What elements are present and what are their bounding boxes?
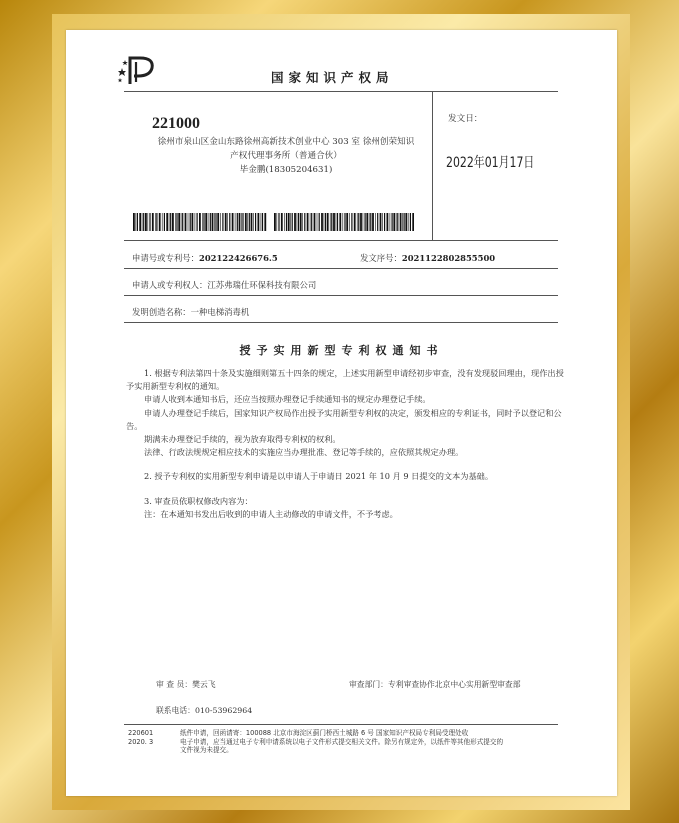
rule xyxy=(124,268,558,269)
mailing-note-line-2: 电子申请，应当通过电子专利申请系统以电子文件形式提交相关文件。除另有规定外，以纸件等其他形式提交的 xyxy=(180,737,504,746)
paragraph-5: 法律、行政法规规定相应技术的实施应当办理批准、登记等手续的，应依照其规定办理。 xyxy=(144,447,464,458)
addressee-name: 毕金鹏(18305204631) xyxy=(239,165,333,175)
mailing-note-line-3: 文件视为未提交。 xyxy=(180,746,233,755)
paragraph-6: 2. 授予专利权的实用新型专利申请是以申请人于申请日 2021 年 10 月 9 日提交的文本为基础。 xyxy=(144,471,494,482)
form-version: 2020. 3 xyxy=(128,738,154,746)
barcode-right xyxy=(274,213,414,231)
application-number-label: 申请号或专利号： xyxy=(132,253,199,263)
examination-department: 审查部门：专利审查协作北京中心实用新型审查部 xyxy=(349,680,521,689)
invention-title-label: 发明创造名称： xyxy=(132,307,191,317)
invention-title-value: 一种电梯消毒机 xyxy=(190,307,250,317)
paragraph-7: 3. 审查员依职权修改内容为： xyxy=(144,495,253,506)
address-line-2: 产权代理事务所（普通合伙） xyxy=(230,151,342,161)
send-date-value: 2022年01月17日 xyxy=(446,155,535,171)
footer-rule xyxy=(124,724,558,725)
header-rule xyxy=(124,91,558,92)
notice-body xyxy=(126,367,564,521)
applicant-value: 江苏弗瑞仕环保科技有限公司 xyxy=(207,280,317,290)
document-serial-value: 2021122802855500 xyxy=(401,253,496,263)
paragraph-1: 1. 根据专利法第四十条及实施细则第五十四条的规定，上述实用新型申请经初步审查，没有发现驳回理由，现作出授予实用新型专利权的通知。 xyxy=(126,368,564,392)
paragraph-3: 申请人办理登记手续后，国家知识产权局作出授予实用新型专利权的决定，颁发相应的专利证书，同时予以登记和公告。 xyxy=(126,407,562,431)
send-date-label: 发文日： xyxy=(448,114,483,124)
paragraph-8: 注：在本通知书发出后收到的申请人主动修改的申请文件，不予考虑。 xyxy=(144,508,398,519)
barcode-left xyxy=(133,213,267,231)
application-number xyxy=(132,252,278,264)
rule xyxy=(124,322,558,323)
contact-phone: 联系电话：010-53962964 xyxy=(156,706,253,715)
address-line-1: 徐州市泉山区金山东路徐州高新技术创业中心 303 室 徐州创荣知识 xyxy=(157,137,415,147)
paragraph-4: 期满未办理登记手续的，视为放弃取得专利权的权利。 xyxy=(144,434,341,445)
document-serial xyxy=(360,252,495,264)
examiner: 审 查 员：樊云飞 xyxy=(156,680,216,689)
applicant xyxy=(132,279,316,291)
applicant-label: 申请人或专利权人： xyxy=(132,280,208,290)
office-name: 国家知识产权局 xyxy=(271,70,394,85)
mailing-note-line-1: 纸件申请，回函请寄：100088 北京市海淀区蓟门桥西土城路 6 号 国家知识产权局专利局受理处收 xyxy=(180,729,469,737)
postcode: 221000 xyxy=(152,115,200,132)
addressee-block xyxy=(136,135,436,177)
invention-title xyxy=(132,306,249,318)
cnipa-logo-icon xyxy=(116,54,160,88)
rule xyxy=(124,240,558,241)
rule xyxy=(124,295,558,296)
paragraph-2: 申请人收到本通知书后，还应当按照办理登记手续通知书的规定办理登记手续。 xyxy=(144,394,431,405)
mailing-note xyxy=(180,729,564,755)
form-code: 220601 xyxy=(128,729,154,737)
application-number-value: 202122426676.5 xyxy=(199,253,278,263)
notice-document xyxy=(66,30,617,796)
document-serial-label: 发文序号： xyxy=(360,253,402,263)
notice-title: 授予实用新型专利权通知书 xyxy=(239,344,444,357)
